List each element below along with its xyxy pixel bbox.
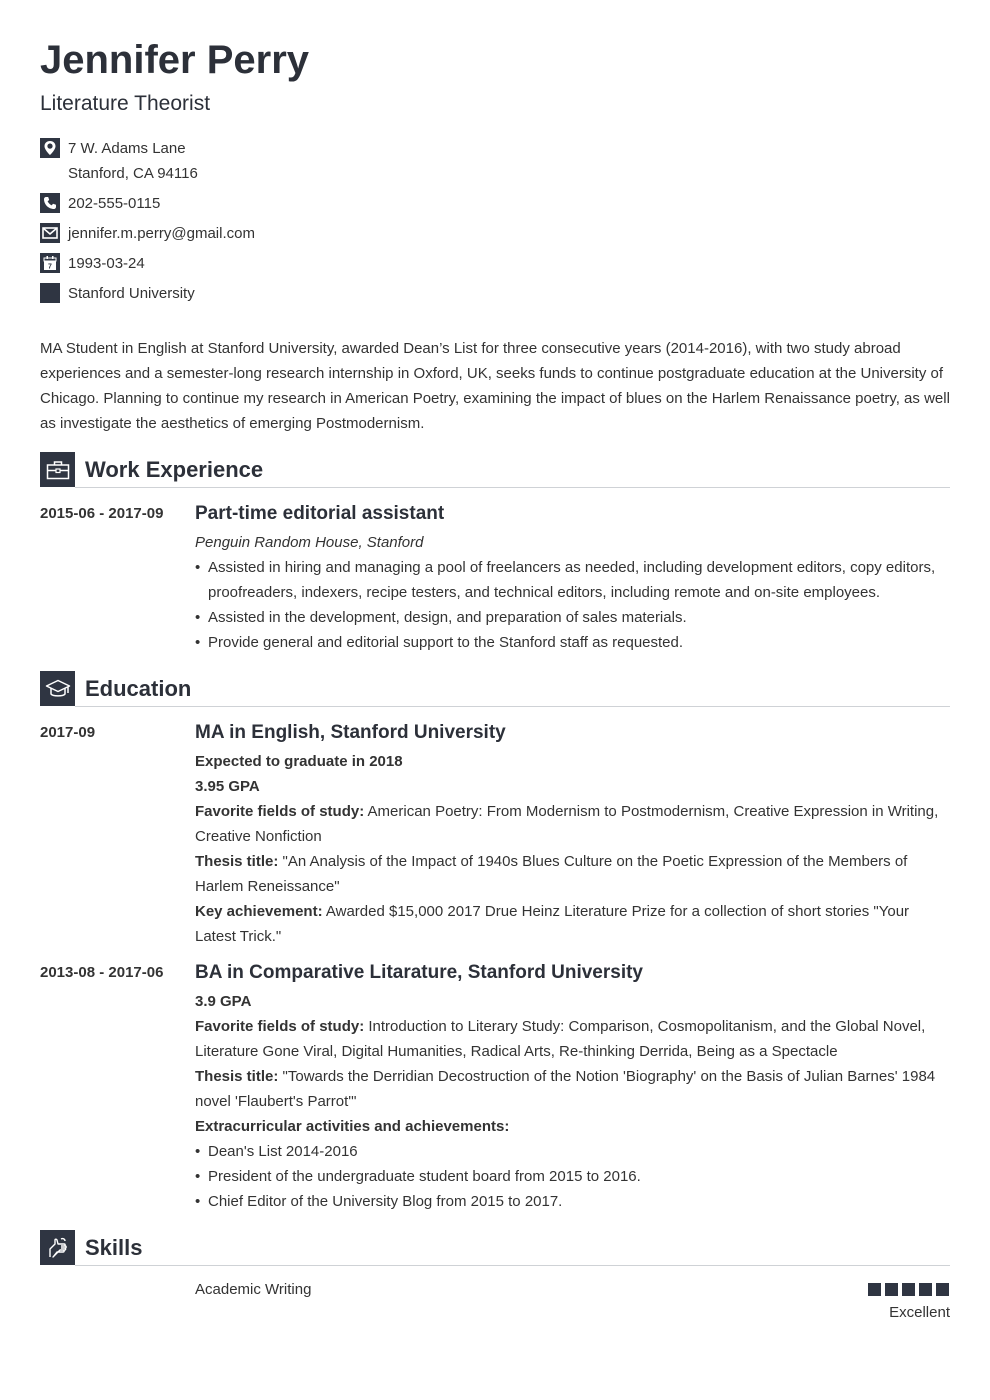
extracurricular-label: Extracurricular activities and achievements:: [195, 1118, 510, 1135]
thesis-value: "Towards the Derridian Decostruction of the Notion 'Biography' on the Basis of Julian Barnes' 1984 novel 'Flaubert's Parrot'": [195, 1068, 936, 1110]
skill-rating-square: [902, 1283, 915, 1296]
thesis-label: Thesis title:: [195, 1068, 279, 1085]
contact-birthdate: [40, 251, 145, 276]
work-experience-header: [40, 452, 950, 488]
section-title-education: Education: [85, 676, 192, 701]
education-dates: 2013-08 - 2017-06: [40, 964, 164, 981]
list-item: • Assisted in the development, design, and preparation of sales materials.: [195, 605, 950, 630]
section-divider: [75, 1265, 950, 1266]
profile-summary: MA Student in English at Stanford University, awarded Dean’s List for three consecutive years (2014-2016), with two study abroad experiences and a semester-long research internship in Oxford, UK, seeks funds to continue postgraduate education at the University of Chicago. Planning to continue my research in American Poetry, examining the impact of blues on the Harlem Renaissance poetry, as well as investigate the aesthetics of emerging Postmodernism.: [40, 340, 950, 432]
contact-phone: [40, 191, 160, 216]
phone-number[interactable]: 202-555-0115: [68, 195, 161, 212]
skills-header: [40, 1230, 950, 1266]
job-entry: [195, 501, 950, 655]
education-entry: [195, 960, 950, 1214]
skill-rating-square: [885, 1283, 898, 1296]
list-item: • President of the undergraduate student board from 2015 to 2016.: [195, 1164, 950, 1189]
achievement-label: Key achievement:: [195, 903, 323, 920]
skill-rating-square: [936, 1283, 949, 1296]
education-header: [40, 671, 950, 707]
fields-of-study: [195, 1014, 950, 1064]
key-achievement: [195, 899, 950, 949]
achievement-value: Awarded $15,000 2017 Drue Heinz Literature Prize for a collection of short stories "Your Latest Trick.": [195, 903, 910, 945]
section-title-work: Work Experience: [85, 457, 264, 482]
gpa: 3.95 GPA: [195, 778, 260, 795]
thesis: [195, 849, 950, 899]
expected-graduation: Expected to graduate in 2018: [195, 753, 403, 770]
job-dates: 2015-06 - 2017-09: [40, 505, 164, 522]
education-dates: 2017-09: [40, 724, 96, 741]
degree-title: MA in English, Stanford University: [195, 722, 506, 743]
list-item: • Chief Editor of the University Blog from 2015 to 2017.: [195, 1189, 950, 1214]
contact-email: [40, 221, 255, 246]
section-divider: [75, 487, 950, 488]
contact-address: [40, 136, 198, 186]
fields-value: Introduction to Literary Study: Comparison, Cosmopolitanism, and the Global Novel, Literature Gone Viral, Digital Humanities, Radical Arts, Re-thinking Derrida, Being as a Spectacle: [195, 1018, 926, 1060]
skill-level: Excellent: [889, 1304, 950, 1321]
job-role: Part-time editorial assistant: [195, 503, 445, 524]
calendar-day-label: 7: [48, 263, 52, 271]
thesis-value: "An Analysis of the Impact of 1940s Blues Culture on the Poetic Expression of the Members of Harlem Reneissance": [195, 853, 908, 895]
list-item: • Assisted in hiring and managing a pool of freelancers as needed, including development editors, copy editors, proofreaders, indexers, recipe testers, and technical editors, including remote and on-site employees.: [195, 555, 950, 605]
calendar-icon: [40, 253, 60, 273]
degree-title: BA in Comparative Litarature, Stanford University: [195, 962, 644, 983]
candidate-title: Literature Theorist: [40, 92, 211, 115]
job-bullets: [195, 555, 950, 655]
puzzle-hand-icon: [40, 1230, 75, 1265]
fields-label: Favorite fields of study:: [195, 1018, 365, 1035]
email-address[interactable]: jennifer.m.perry@gmail.com: [68, 225, 255, 242]
list-item: • Dean's List 2014-2016: [195, 1139, 950, 1164]
gpa: 3.9 GPA: [195, 993, 252, 1010]
graduation-cap-icon: [40, 671, 75, 706]
school-name: Stanford University: [68, 285, 195, 302]
section-divider: [75, 706, 950, 707]
job-company: Penguin Random House, Stanford: [195, 534, 424, 551]
school-icon: [40, 283, 60, 303]
skill-rating-square: [868, 1283, 881, 1296]
envelope-icon: [40, 223, 60, 243]
candidate-name: Jennifer Perry: [40, 38, 310, 82]
skill-name: Academic Writing: [195, 1281, 312, 1298]
list-item: • Provide general and editorial support to the Stanford staff as requested.: [195, 630, 950, 655]
thesis-label: Thesis title:: [195, 853, 279, 870]
contact-school: [40, 281, 195, 306]
address-line-1: 7 W. Adams Lane: [68, 140, 186, 157]
fields-value: American Poetry: From Modernism to Postmodernism, Creative Expression in Writing, Creative Nonfiction: [195, 803, 939, 845]
extracurricular-bullets: [195, 1139, 950, 1214]
birthdate: 1993-03-24: [68, 255, 145, 272]
fields-label: Favorite fields of study:: [195, 803, 365, 820]
section-title-skills: Skills: [85, 1235, 143, 1260]
briefcase-icon: [40, 452, 75, 487]
skill-rating-square: [919, 1283, 932, 1296]
education-entry: [195, 720, 950, 949]
thesis: [195, 1064, 950, 1114]
address-line-2: Stanford, CA 94116: [68, 165, 198, 182]
fields-of-study: [195, 799, 950, 849]
skill-rating: [868, 1283, 949, 1296]
phone-icon: [40, 193, 60, 213]
location-pin-icon: [40, 138, 60, 158]
